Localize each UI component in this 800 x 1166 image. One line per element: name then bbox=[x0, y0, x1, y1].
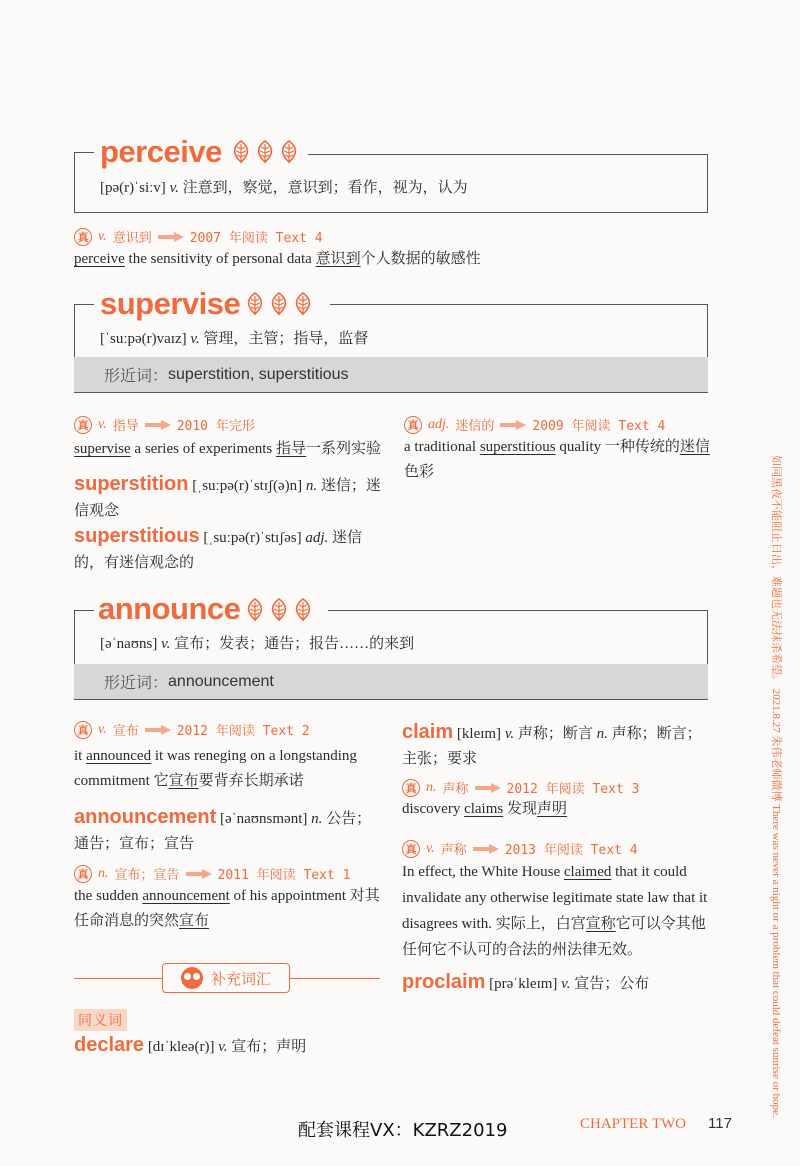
definition-line bbox=[100, 632, 414, 653]
zhen-badge-icon: 真 bbox=[74, 721, 92, 739]
difficulty-rating bbox=[244, 292, 314, 316]
similar-label: 形近词： bbox=[104, 675, 169, 692]
meaning: 公告；通告；宣布；宣告 bbox=[74, 811, 372, 852]
similar-words-bar bbox=[74, 664, 708, 700]
subentry-proclaim bbox=[402, 970, 712, 997]
source-tag bbox=[402, 778, 639, 797]
part-of-speech: v. bbox=[218, 1039, 228, 1055]
subentry-word: declare bbox=[74, 1034, 145, 1056]
headword-announce: announce bbox=[98, 591, 241, 626]
tag-pos: v. bbox=[98, 228, 107, 244]
example-keyword: claimed bbox=[563, 864, 612, 880]
example-text: 它可以令其他任何它不认可的合法的州法律无效。 bbox=[402, 916, 706, 958]
divider bbox=[74, 978, 164, 979]
leaf-icon bbox=[268, 292, 290, 316]
example-text: the sudden bbox=[74, 888, 143, 904]
example-text: that it could invalidate any otherwise legitimate state law that it disagrees with. 实际上，白宫 bbox=[402, 864, 708, 932]
example-text: In effect, the White House bbox=[402, 864, 564, 880]
arrow-icon bbox=[475, 783, 501, 793]
meaning: 迷信的，有迷信观念的 bbox=[74, 530, 363, 571]
example-text: a series of experiments bbox=[130, 441, 277, 457]
example-keyword-zh: 宣称 bbox=[585, 916, 616, 932]
difficulty-rating bbox=[244, 598, 314, 622]
source-tag bbox=[74, 720, 310, 739]
arrow-icon bbox=[186, 869, 212, 879]
pronunciation: [kleɪm] bbox=[456, 726, 502, 742]
similar-words: superstition, superstitious bbox=[168, 365, 349, 383]
tag-pos: n. bbox=[426, 779, 437, 795]
leaf-icon bbox=[244, 598, 266, 622]
zhen-badge-icon: 真 bbox=[74, 865, 92, 883]
pronunciation: [ˌsuːpə(r)ˈstɪʃ(ə)n] bbox=[192, 478, 303, 494]
arrow-icon bbox=[145, 725, 171, 735]
example-sentence bbox=[74, 247, 714, 272]
side-quote: 如同黑夜不能阻止日出，难题也无法抹杀希望。 2021.8.27 朱伟老师微博 There was never a night or a problem that could defeat sunrise or hope. bbox=[770, 455, 782, 1118]
example-text: 发现 bbox=[503, 801, 537, 817]
example-text: quality 一种传统的 bbox=[555, 439, 680, 455]
tag-source: 2012 年阅读 Text 3 bbox=[506, 782, 640, 797]
subentry-word: superstitious bbox=[74, 525, 200, 547]
subentry-word: claim bbox=[402, 721, 454, 743]
box-right-border bbox=[707, 154, 708, 212]
tag-source: 2013 年阅读 Text 4 bbox=[504, 843, 638, 858]
zhen-badge-icon: 真 bbox=[404, 416, 422, 434]
tag-sense: 迷信的 bbox=[455, 419, 495, 434]
subentry-word: announcement bbox=[74, 806, 217, 828]
leaf-icon bbox=[244, 292, 266, 316]
divider bbox=[290, 978, 380, 979]
synonym-label: 同义词 bbox=[74, 1009, 127, 1031]
box-top-border bbox=[74, 152, 94, 153]
tag-pos: v. bbox=[426, 840, 435, 856]
meaning: 管理，主管；指导，监督 bbox=[203, 331, 369, 347]
subentry-word: superstition bbox=[74, 473, 189, 495]
box-left-border bbox=[74, 152, 75, 212]
tag-source: 2012 年阅读 Text 2 bbox=[176, 724, 310, 739]
leaf-icon bbox=[278, 140, 300, 164]
box-top-border bbox=[308, 154, 708, 155]
similar-label: 形近词： bbox=[104, 368, 169, 385]
leaf-icon bbox=[230, 140, 252, 164]
example-text: the sensitivity of personal data bbox=[124, 251, 316, 267]
subentry-announcement bbox=[74, 805, 384, 857]
pronunciation: [ˈsuːpə(r)vaɪz] bbox=[100, 331, 187, 347]
meaning: 宣布；发表；通告；报告……的来到 bbox=[174, 636, 415, 652]
pronunciation: [pə(r)ˈsiːv] bbox=[100, 180, 166, 196]
example-keyword-zh: 声明 bbox=[537, 801, 568, 817]
difficulty-rating bbox=[230, 140, 300, 164]
source-tag bbox=[74, 227, 323, 246]
example-keyword: superstitious bbox=[479, 439, 556, 455]
owl-icon bbox=[181, 967, 203, 989]
source-tag bbox=[402, 839, 638, 858]
tag-sense: 宣布；宣告 bbox=[114, 868, 180, 883]
tag-pos: n. bbox=[98, 865, 109, 881]
example-sentence bbox=[402, 797, 712, 822]
example-keyword-zh: 指导 bbox=[276, 441, 307, 457]
example-text: 一系列实验 bbox=[306, 441, 382, 457]
arrow-icon bbox=[145, 420, 171, 430]
page-number: 117 bbox=[708, 1115, 732, 1132]
tag-sense: 意识到 bbox=[112, 231, 152, 246]
example-sentence bbox=[404, 435, 710, 485]
meaning: 声称；断言 bbox=[517, 726, 593, 742]
tag-source: 2007 年阅读 Text 4 bbox=[189, 231, 323, 246]
footer-note: 配套课程VX：KZRZ2019 bbox=[298, 1120, 508, 1141]
zhen-badge-icon: 真 bbox=[402, 779, 420, 797]
headword-supervise: supervise bbox=[100, 286, 241, 321]
meaning: 声称；断言；主张；要求 bbox=[402, 726, 702, 767]
part-of-speech: v. bbox=[504, 726, 515, 742]
part-of-speech: n. bbox=[596, 726, 608, 742]
pronunciation: [dɪˈkleə(r)] bbox=[147, 1039, 215, 1055]
meaning: 宣告；公布 bbox=[574, 976, 650, 992]
tag-pos: v. bbox=[98, 721, 107, 737]
tag-sense: 声称 bbox=[442, 782, 469, 797]
example-keyword: announcement bbox=[142, 888, 230, 904]
arrow-icon bbox=[158, 232, 184, 242]
tag-pos: adj. bbox=[428, 416, 450, 432]
example-text: a traditional bbox=[404, 439, 480, 455]
subentry-superstition bbox=[74, 472, 384, 524]
example-keyword: supervise bbox=[74, 441, 131, 457]
box-top-border bbox=[328, 610, 708, 611]
definition-line bbox=[100, 327, 368, 348]
source-tag bbox=[74, 864, 350, 883]
example-keyword-zh: 宣布 bbox=[168, 773, 199, 789]
box-top-border bbox=[74, 610, 94, 611]
headword-perceive: perceive bbox=[100, 134, 222, 169]
example-text: of his appointment 对其任命消息的突然 bbox=[74, 888, 380, 929]
pronunciation: [prəˈkleɪm] bbox=[489, 976, 558, 992]
pronunciation: [əˈnaʊns] bbox=[100, 636, 158, 652]
arrow-icon bbox=[500, 420, 526, 430]
pronunciation: [ˌsuːpə(r)ˈstɪʃəs] bbox=[203, 530, 302, 546]
subentry-declare bbox=[74, 1033, 394, 1060]
example-sentence bbox=[74, 884, 384, 934]
tag-sense: 声称 bbox=[440, 843, 467, 858]
tag-source: 2011 年阅读 Text 1 bbox=[217, 868, 351, 883]
example-text: 色彩 bbox=[404, 464, 435, 480]
part-of-speech: v. bbox=[190, 331, 200, 347]
example-text: it was reneging on a longstanding commitment 它 bbox=[74, 748, 357, 789]
meaning: 迷信；迷信观念 bbox=[74, 478, 381, 519]
example-keyword-zh: 宣布 bbox=[179, 913, 210, 929]
supplement-title: 补充词汇 bbox=[210, 969, 271, 988]
example-keyword: announced bbox=[86, 748, 152, 764]
box-top-border bbox=[330, 304, 708, 305]
box-top-border bbox=[74, 304, 94, 305]
definition-line bbox=[100, 176, 468, 197]
box-bottom-border bbox=[74, 212, 708, 213]
part-of-speech: adj. bbox=[305, 530, 329, 546]
subentry-claim bbox=[402, 720, 712, 772]
example-text: discovery bbox=[402, 801, 465, 817]
example-keyword-zh: 迷信 bbox=[679, 439, 710, 455]
example-text: 要背弃长期承诺 bbox=[198, 773, 304, 789]
supplement-banner bbox=[162, 963, 290, 993]
example-keyword: perceive bbox=[74, 251, 125, 267]
similar-words-bar bbox=[74, 357, 708, 393]
part-of-speech: n. bbox=[311, 811, 323, 827]
leaf-icon bbox=[292, 292, 314, 316]
example-text: it bbox=[74, 748, 87, 764]
leaf-icon bbox=[254, 140, 276, 164]
pronunciation: [əˈnaʊnsmənt] bbox=[220, 811, 308, 827]
chapter-label: CHAPTER TWO bbox=[580, 1116, 686, 1132]
example-keyword-zh: 意识到 bbox=[315, 251, 361, 267]
meaning: 注意到，察觉，意识到；看作，视为，认为 bbox=[182, 180, 468, 196]
meaning: 宣布；声明 bbox=[231, 1039, 307, 1055]
source-tag bbox=[74, 415, 255, 434]
part-of-speech: n. bbox=[305, 478, 318, 494]
example-sentence bbox=[74, 744, 384, 794]
zhen-badge-icon: 真 bbox=[74, 228, 92, 246]
subentry-superstitious bbox=[74, 524, 384, 576]
part-of-speech: v. bbox=[161, 636, 171, 652]
tag-source: 2009 年阅读 Text 4 bbox=[532, 419, 666, 434]
example-keyword: claims bbox=[464, 801, 504, 817]
zhen-badge-icon: 真 bbox=[74, 416, 92, 434]
tag-source: 2010 年完形 bbox=[176, 419, 255, 434]
example-sentence bbox=[74, 437, 384, 462]
tag-sense: 宣布 bbox=[112, 724, 139, 739]
similar-words: announcement bbox=[168, 672, 274, 690]
leaf-icon bbox=[268, 598, 290, 622]
arrow-icon bbox=[473, 844, 499, 854]
leaf-icon bbox=[292, 598, 314, 622]
zhen-badge-icon: 真 bbox=[402, 840, 420, 858]
source-tag bbox=[404, 415, 665, 434]
example-sentence bbox=[402, 859, 712, 963]
example-text: 个人数据的敏感性 bbox=[360, 251, 481, 267]
subentry-word: proclaim bbox=[402, 971, 486, 993]
tag-sense: 指导 bbox=[112, 419, 139, 434]
part-of-speech: v. bbox=[169, 180, 179, 196]
part-of-speech: v. bbox=[561, 976, 571, 992]
tag-pos: v. bbox=[98, 416, 107, 432]
